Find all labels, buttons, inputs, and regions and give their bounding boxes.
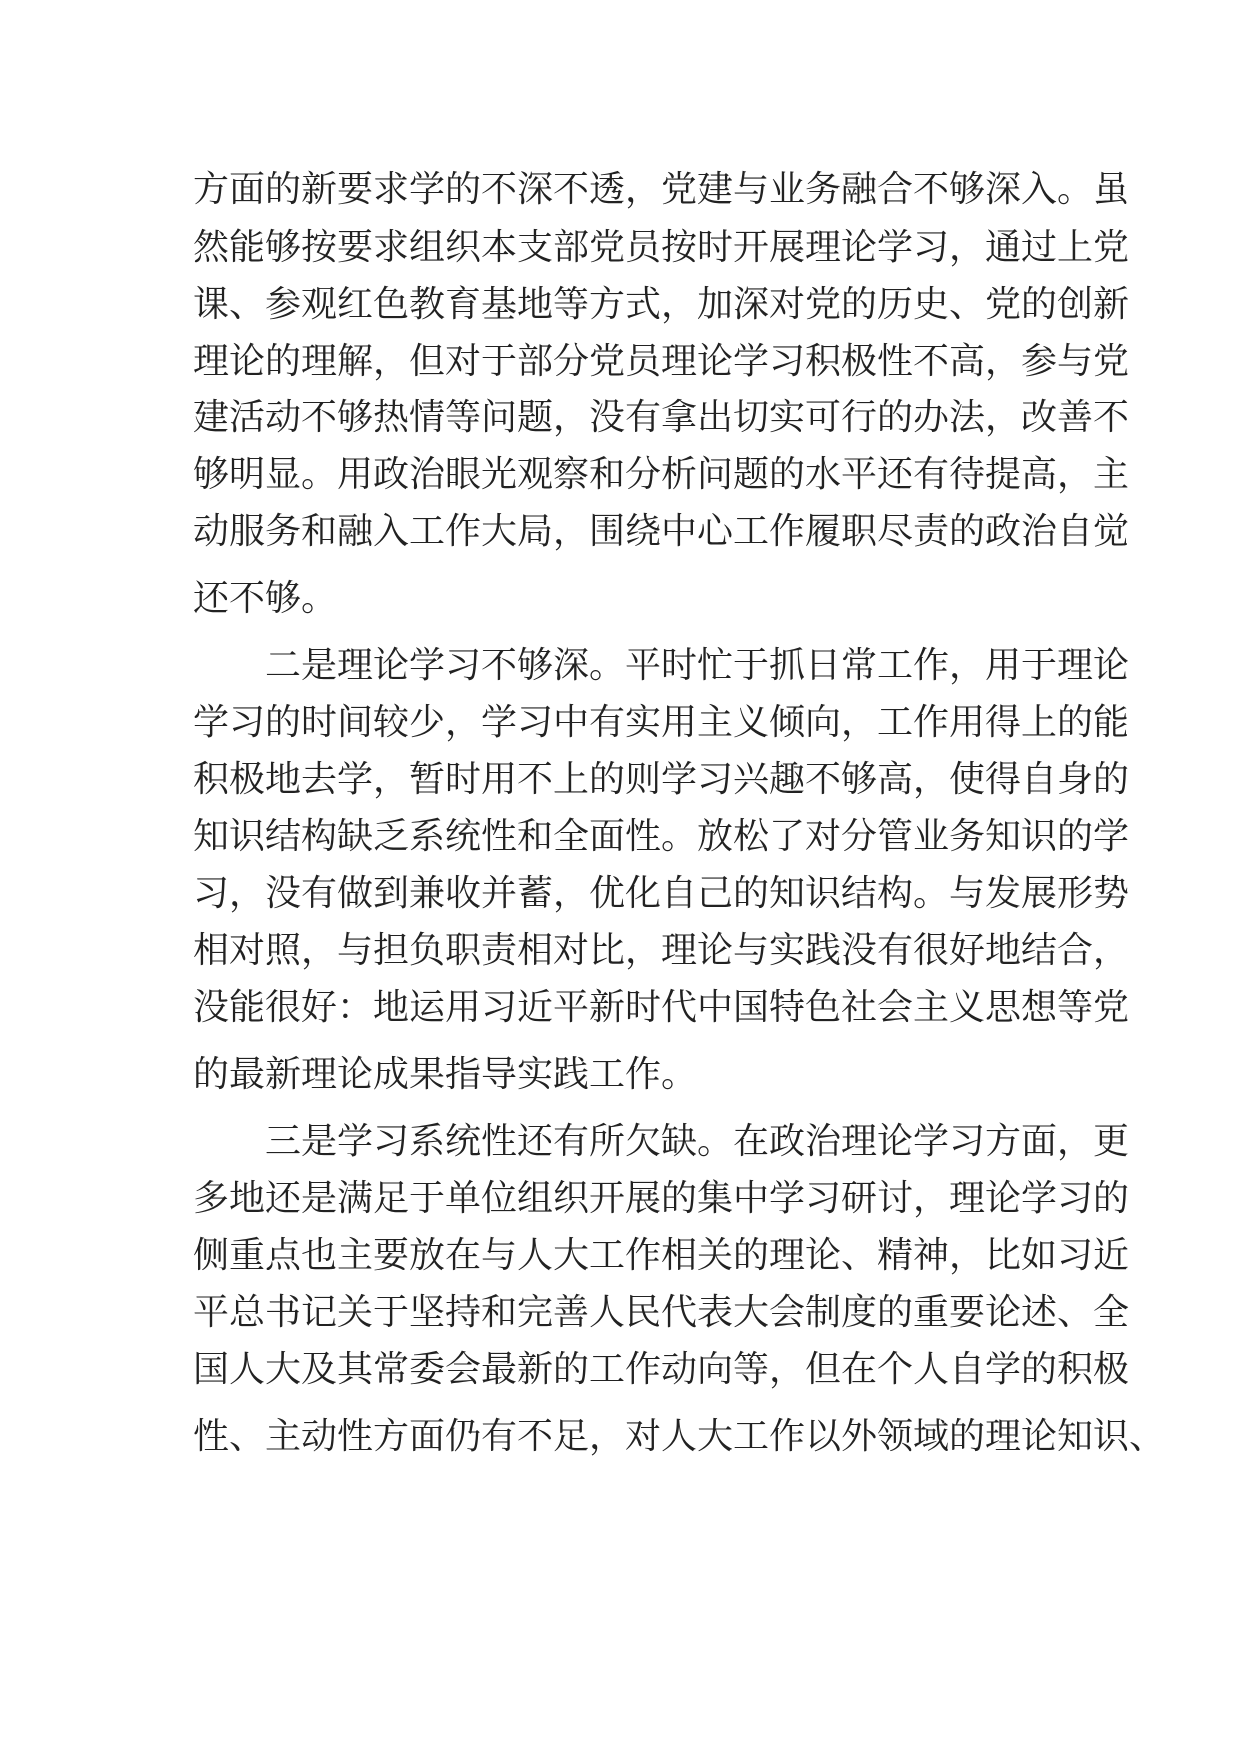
paragraph-2-line-2: 学习的时间较少，学习中有实用主义倾向，工作用得上的能 <box>193 702 1130 743</box>
paragraph-2-line-6: 相对照，与担负职责相对比，理论与实践没有很好地结合， <box>193 930 1130 971</box>
paragraph-2-line-1: 二是理论学习不够深。平时忙于抓日常工作，用于理论 <box>265 645 1130 686</box>
paragraph-1-line-3: 课、参观红色教育基地等方式，加深对党的历史、党的创新 <box>193 284 1130 325</box>
paragraph-3-line-3: 侧重点也主要放在与人大工作相关的理论、精神，比如习近 <box>193 1235 1130 1276</box>
paragraph-1-line-2: 然能够按要求组织本支部党员按时开展理论学习，通过上党 <box>193 227 1130 268</box>
paragraph-1-line-1: 方面的新要求学的不深不透，党建与业务融合不够深入。虽 <box>193 169 1130 210</box>
paragraph-3-line-6: 性、主动性方面仍有不足，对人大工作以外领域的理论知识、 <box>193 1416 1166 1457</box>
paragraph-2-line-4: 知识结构缺乏系统性和全面性。放松了对分管业务知识的学 <box>193 816 1130 857</box>
paragraph-3-line-2: 多地还是满足于单位组织开展的集中学习研讨，理论学习的 <box>193 1178 1130 1219</box>
paragraph-3-line-4: 平总书记关于坚持和完善人民代表大会制度的重要论述、全 <box>193 1292 1130 1333</box>
paragraph-1-line-7: 动服务和融入工作大局，围绕中心工作履职尽责的政治自觉 <box>193 511 1130 552</box>
paragraph-2-line-7: 没能很好：地运用习近平新时代中国特色社会主义思想等党 <box>193 987 1130 1028</box>
paragraph-1-line-8: 还不够。 <box>193 578 338 619</box>
paragraph-3-line-1: 三是学习系统性还有所欠缺。在政治理论学习方面，更 <box>265 1121 1130 1162</box>
paragraph-1-line-5: 建活动不够热情等问题，没有拿出切实可行的办法，改善不 <box>193 397 1130 438</box>
paragraph-2-line-3: 积极地去学，暂时用不上的则学习兴趣不够高，使得自身的 <box>193 759 1130 800</box>
paragraph-2-line-5: 习，没有做到兼收并蓄，优化自己的知识结构。与发展形势 <box>193 873 1130 914</box>
paragraph-1-line-6: 够明显。用政治眼光观察和分析问题的水平还有待提高，主 <box>193 454 1130 495</box>
paragraph-3-line-5: 国人大及其常委会最新的工作动向等，但在个人自学的积极 <box>193 1349 1130 1390</box>
paragraph-1-line-4: 理论的理解，但对于部分党员理论学习积极性不高，参与党 <box>193 341 1130 382</box>
paragraph-2-line-8: 的最新理论成果指导实践工作。 <box>193 1054 698 1095</box>
